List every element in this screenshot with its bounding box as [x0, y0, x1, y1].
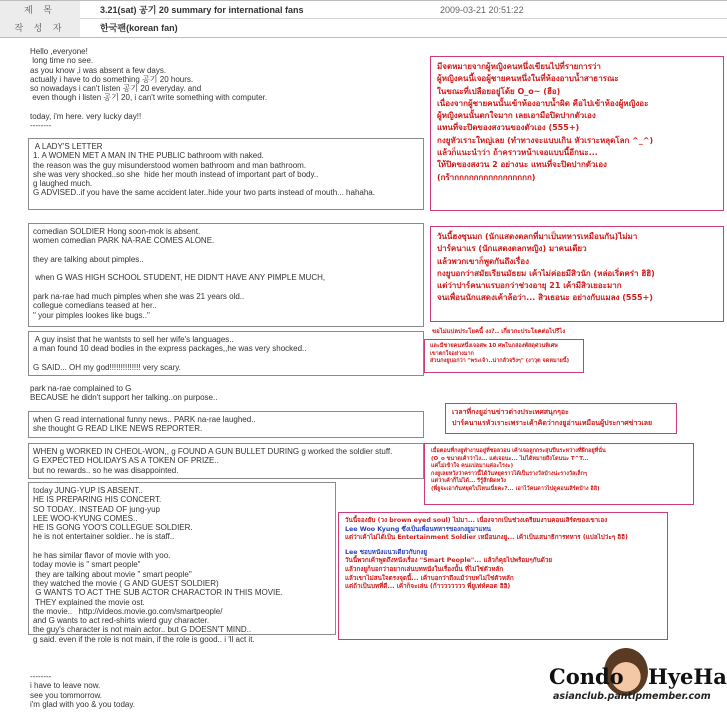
thai-line: เขาตกใจอย่างมาก: [430, 350, 474, 357]
watermark-logo: [547, 648, 725, 716]
author-label: 작 성 자: [0, 19, 80, 37]
thai-line: เนื่องจากผู้ชายคนนั้นเข้าห้องอาบน้ำผิด คือไปเข้าห้องผู้หญิงอะ: [437, 98, 649, 108]
thai-line: ผู้หญิงคนนั้นตกใจมาก เลยเอามือปิดปากตัวเอง: [437, 111, 596, 121]
thai-line: ผู้หญิงคนนี้เจอผู้ชายคนหนึ่งในที่ห้องอาบน้ำสาธารณะ: [437, 74, 619, 84]
post-author: 한국팬(korean fan): [100, 23, 178, 33]
story-box-bullet: [28, 443, 424, 479]
thai-line: ปาร์คนาแร (นักแสดงตลกหญิง) มาคนเดียว: [437, 244, 587, 254]
thai-line: (พี่ยูจะเอากันหยุดไปไหนเนี่ยคะ?... เอาไว้คนดาวไปดูคอนเสิร์ตบ้าง ฮิฮิ): [431, 485, 600, 492]
story-box-news: [28, 331, 424, 376]
post-title: 3.21(sat) 공기 20 summary for international fans: [100, 5, 304, 15]
thai-translation-news: [424, 339, 584, 373]
thai-line: ส่วนกงยูบอกว่า "พระเจ้า..น่ากลัวจริงๆ" (งาวุต จดหมายนี้): [430, 358, 570, 365]
thai-line: แล้วก็แนะนำว่า ถ้าคราวหน้าเจอแบบนี้อีกนะ...: [437, 148, 598, 158]
thai-line: วันนี้พวกเค้าพูดถึงหนังเรื่อง "Smart People"... แล้วก็คุยไปพร้อมๆกันด้วย: [345, 557, 553, 565]
logo-url: asianclub.pantipmember.com: [553, 691, 711, 702]
story-box-reporter: [28, 411, 424, 438]
thai-line: ปาร์คนาแรหัวเราะเพราะเค้าคิดว่ากงยูอ่านเหมือนผู้ประกาศข่าวเลย: [452, 418, 653, 427]
thai-line: Lee ชอบหนังแนวเดียวกับกงยู: [345, 548, 428, 556]
thai-line: มีจดหมายจากผู้หญิงคนหนึ่งเขียนไปที่รายการว่า: [437, 62, 601, 71]
thai-line: แล้วกงยูก็บอกว่าอยากเล่นบทหนังในเรื่องนั้น ที่ไม่ใช่ตัวหลัก: [345, 565, 504, 573]
thai-line: (O_o ขนาดเค้าว่าไง... แต่เจอนะ... ไม่ได้หมายถึงโดนนะ T^T...: [431, 455, 589, 462]
thai-line: แค่ไม่เข้าใจ คนแปลมาแค่อะไรงะ): [431, 463, 514, 470]
story-bullet-text: WHEN g WORKED IN CHEOL-WON,, g FOUND A GUN BULLET DURING g worked the soldier stuff. G EXPECTED HOLIDAYS AS A TOKEN OF PRIZE.. but no rewards.. so he was disappointed.: [33, 447, 393, 475]
thai-line: และมีชายคนหนึ่งเจอศพ 10 ศพในกล่องพัสดุด่วนพิเศษ: [430, 343, 558, 349]
thai-line: จนเพื่อนนักแสดงเค้าล้อว่า... สิวเธอนะ อย่างกับแมลง (555+): [437, 293, 653, 303]
subject-row: [0, 1, 727, 19]
outro-text: -------- i have to leave now. see you tommorrow. i'm glad with yoo & you today.: [30, 672, 135, 709]
thai-line: กงยูบอกว่าสมัยเรียนมัธยม เค้าไม่ค่อยมีสิวนัก (หล่อเริ่ดคร่า ฮิฮิ): [437, 268, 655, 278]
logo-text-right: HyeHa: [648, 664, 727, 689]
thai-line: แต่ว่าเค้าก็ไม่ได้... รีรู้สึกผิดหวัง: [431, 478, 506, 485]
story-box-letter: [28, 138, 424, 210]
thai-line: กงยูเลยหวังว่าคราวนี้ได้วันหยุดราวได้เป็นรางวัลบ้างน่ะรางวัลเล็กๆ: [431, 470, 587, 477]
story-reporter-text: when G read international funny news.. PARK na-rae laughed.. she thought G READ LIKE NEWS REPORTER.: [33, 415, 256, 434]
subject-label: 제 목: [0, 1, 80, 19]
thai-translation-reporter: [445, 403, 677, 434]
intro-text: Hello ,everyone! long time no see. as you know ,i was absent a few days. actually i have to do something 공기 20 hours. so nowadays i can't listen 공기 20 everyday. and even though i listen 공기 20, i can't write something with computer. today, i'm here. very lucky day!! --------: [30, 47, 268, 131]
story-news-text: A guy insist that he wantsts to sell her wife's languages.. a man found 10 dead bodies in the express packages,,he was very shocked.. G SAID... OH my god!!!!!!!!!!!!!! very scary.: [33, 335, 307, 372]
thai-line: Lee Woo Kyung ซึ่งเป็นเพื่อนทหารของกงยูมาแทน: [345, 525, 491, 533]
story-box-pimples: [28, 223, 424, 327]
thai-line: วันนี้จองยับ (วง brown eyed soul) ไม่มา... เนื่องจากเป็นช่วงเตรียมงานคอนเสิร์ตของเขาเอง: [345, 517, 608, 524]
story-box-movie: [28, 482, 336, 644]
thai-line: แต่ถ้าเป็นบทที่ดี... เค้าก็จะเล่น (ก้าววววววว พี่ยูเท่ห์คอต ฮิฮิ): [345, 583, 511, 591]
story-movie-text: today JUNG-YUP IS ABSENT.. HE IS PREPARING HIS CONCERT. SO TODAY.. INSTEAD OF jung-yup LEE WOO-KYUNG COMES.. HE IS GONG YOO'S COLLEGUE SOLDIER. he is not entertainer soldier.. he is staff.. he has similar flavor of movie with yoo. today movie is " smart people" they are talking about movie " smart people" they watched the movie ( G AND GUEST SOLDIER) G WANTS TO ACT THE SUB ACTOR CHARACTOR IN THIS MOVIE. THEY explained the movie ost. the movie.. http://videos.movie.go.com/smartpeople/ and G wants to act red-shirts wierd guy character. the guy's character is not main actor.. but G DOESN'T MIND.. g said. even if the role is not main, if the role is good.. i 'll act it.: [33, 486, 283, 644]
post-header: [0, 0, 727, 38]
thai-line: แล้วพวกเขาก็พูดกันถึงเรื่อง: [437, 256, 529, 266]
thai-translation-letter: [430, 56, 724, 211]
thai-line: (กร้ากกกกกกกกกกกกกกกก): [437, 172, 536, 182]
story-pimples-text: comedian SOLDIER Hong soon-mok is absent. women comedian PARK NA-RAE COMES ALONE. they are talking about pimples.. when G WAS HIGH SCHOOL STUDENT, HE DIDN'T HAVE ANY PIMPLE MUCH, park na-rae had much pimples when she was 21 years old.. collegue comedians teased at her.. " your pimples lookes like bugs..": [33, 227, 326, 320]
thai-line: แล้วเขาไม่สนใจตรงจุดนี้... เค้าบอกว่าถึงแม้ว่าบทไม่ใช่ตัวหลัก: [345, 574, 514, 582]
thai-note-untranslated: ขอไม่แปลประโยคนี้ งง?.. เกี่ยวกะประโยคต่อไปรึไง: [432, 328, 566, 335]
thai-line: วันนี้ฮงซุนมก (นักแสดงตลกที่มาเป็นทหารเหมือนกัน)ไม่มา: [437, 232, 638, 241]
thai-line: เมื่อตอนที่กงยูทำงานอยู่ที่ชอลวอน เค้าเจอลูกกระสุนปืนระหว่างที่ฝึกอยู่ที่นั่น: [431, 448, 606, 454]
story-letter-text: A LADY'S LETTER 1. A WOMEN MET A MAN IN THE PUBLIC bathroom with naked. the reason was the guy misunderstood women bathroom and man bathroom. she was very shocked..so she hide her mouth instead of important part of body.. g laughed much. G ADVISED..if you have the same accident later..hide your two parts instead of mouth... hahaha.: [33, 142, 375, 198]
logo-text-left: Condo: [549, 664, 624, 689]
post-date: 2009-03-21 20:51:22: [440, 5, 524, 15]
thai-translation-pimples: [430, 226, 724, 322]
author-row: [0, 19, 727, 37]
between-text: park na-rae complained to G BECAUSE he didn't support her talking..on purpose..: [30, 384, 218, 403]
thai-translation-movie: [338, 512, 668, 640]
thai-line: แต่ว่าเค้าไม่ได้เป็น Entertainment Soldier เหมือนกงยู... เค้าเป็นเสนาธิการทหาร (แปลไปว่ะๆ ฮิฮิ): [345, 534, 628, 542]
thai-line: เวลาที่กงยูอ่านข่าวต่างประเทศสนุกๆอะ: [452, 408, 569, 416]
thai-line: กงยูหัวเราะใหญ่เลย (ทำทางจะแบบเกิน หัวเราะหลุดโลก ^_^): [437, 135, 654, 145]
thai-line: ให้ปิดของสงวน 2 อย่างนะ แทนที่จะปิดปากตัวเอง: [437, 160, 607, 170]
thai-line: แต่ว่าปาร์คนาแรบอกว่าช่วงอายุ 21 เค้ามีสิวเยอะมาก: [437, 281, 622, 291]
thai-translation-bullet: [424, 443, 694, 505]
thai-line: แทนที่จะปิดของสงวนของตัวเอง (555+): [437, 123, 580, 133]
thai-line: ในขณะที่เปลือยอยู่โด้ย O_o~ (ฮือ): [437, 86, 561, 96]
